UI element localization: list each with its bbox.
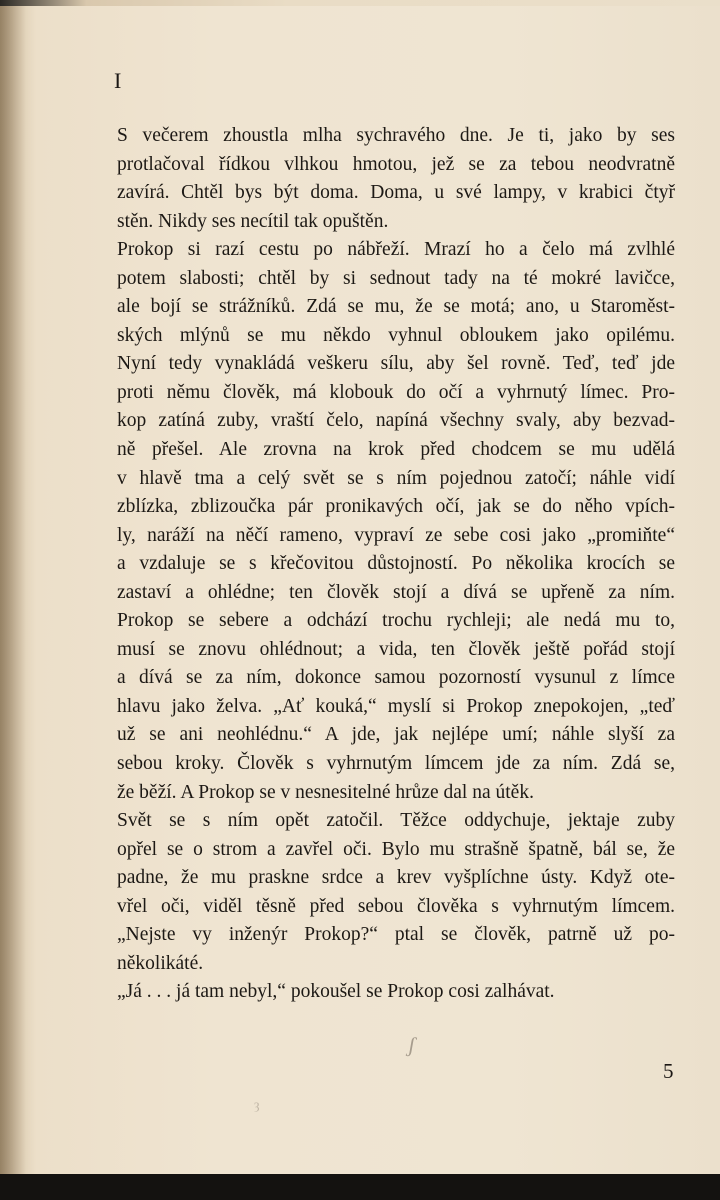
- text-line: hlavu jako želva. „Ať kouká,“ myslí si Prokop znepokojen, „teď: [117, 695, 675, 717]
- text-line: stěn. Nikdy ses necítil tak opuštěn.: [117, 210, 389, 232]
- text-line: S večerem zhoustla mlha sychravého dne. Je ti, jako by ses: [117, 125, 675, 146]
- text-line: protlačoval řídkou vlhkou hmotou, jež se za tebou neodvratně: [117, 153, 675, 175]
- text-line: několikáté.: [117, 952, 204, 974]
- text-line: sebou kroky. Člověk s vyhrnutým límcem jde za ním. Zdá se,: [117, 753, 675, 775]
- text-line: Prokop se sebere a odchází trochu rychleji; ale nedá mu to,: [117, 610, 675, 632]
- text-line: opřel se o strom a zavřel oči. Bylo mu strašně špatně, bál se, že: [117, 838, 675, 860]
- text-line: v hlavě tma a celý svět se s ním pojednou zatočí; náhle vidí: [117, 467, 675, 489]
- bottom-edge: [0, 1174, 720, 1200]
- text-line: zavírá. Chtěl bys být doma. Doma, u své lampy, v krabici čtyř: [117, 182, 675, 204]
- text-line: ně přešel. Ale zrovna na krok před chodcem se mu udělá: [117, 439, 675, 461]
- body-text: [117, 122, 675, 1007]
- gutter-shadow: [0, 6, 26, 1176]
- text-line: ly, naráží na něčí rameno, vypraví ze sebe cosi jako „promiňte“: [117, 524, 675, 546]
- text-line: Svět se s ním opět zatočil. Těžce oddychuje, jektaje zuby: [117, 810, 675, 832]
- text-line: ale bojí se strážníků. Zdá se mu, že se motá; ano, u Staroměst-: [117, 296, 675, 318]
- text-line: „Já . . . já tam nebyl,“ pokoušel se Prokop cosi zalhávat.: [117, 981, 555, 1003]
- ink-smudge: ʃ: [405, 1031, 418, 1058]
- text-line: že běží. A Prokop se v nesnesitelné hrůze dal na útěk.: [117, 781, 534, 803]
- text-line: zblízka, zblizoučka pár pronikavých očí, jak se do něho vpích-: [117, 496, 675, 518]
- text-line: a vzdaluje se s křečovitou důstojností. Po několika krocích se: [117, 553, 675, 575]
- text-line: „Nejste vy inženýr Prokop?“ ptal se člověk, patrně už po-: [117, 924, 675, 946]
- text-line: Nyní tedy vynakládá veškeru sílu, aby šel rovně. Teď, teď jde: [117, 353, 675, 375]
- text-line: musí se znovu ohlédnout; a vida, ten člověk ještě pořád stojí: [117, 638, 675, 660]
- text-line: zastaví a ohlédne; ten člověk stojí a dívá se upřeně za ním.: [117, 581, 675, 603]
- text-line: proti němu člověk, má klobouk do očí a vyhrnutý límec. Pro-: [117, 381, 675, 403]
- text-line: Prokop si razí cestu po nábřeží. Mrazí ho a čelo má zvlhlé: [117, 239, 675, 261]
- text-line: potem slabosti; chtěl by si sednout tady na té mokré lavičce,: [117, 267, 675, 289]
- text-line: ských mlýnů se mu někdo vyhnul obloukem jako opilému.: [117, 324, 675, 346]
- chapter-number: I: [114, 68, 122, 93]
- text-line: kop zatíná zuby, vraští čelo, napíná všechny svaly, aby bezvad-: [117, 410, 675, 432]
- text-line: vřel oči, viděl těsně před sebou člověka s vyhrnutým límcem.: [117, 895, 675, 917]
- text-line: už se ani neohlédnu.“ A jde, jak nejlépe umí; náhle slyší za: [117, 724, 675, 746]
- ink-speck: ȝ: [254, 1098, 260, 1113]
- text-line: a dívá se za ním, dokonce samou pozorností vysunul z límce: [117, 667, 675, 689]
- text-line: padne, že mu praskne srdce a krev vyšplíchne ústy. Když ote-: [117, 867, 675, 889]
- page-number: 5: [663, 1059, 674, 1083]
